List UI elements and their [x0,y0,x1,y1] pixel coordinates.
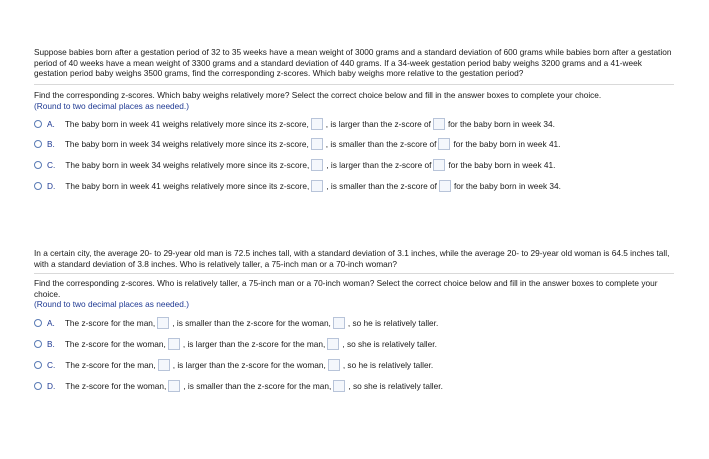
q2-option-a-radio[interactable] [34,319,42,327]
q2-option-b[interactable] [34,337,437,351]
q2-option-b-input-1[interactable] [168,338,180,350]
q2-option-c-input-2[interactable] [328,359,340,371]
q2-option-b-text-3: , so she is relatively taller. [342,339,437,349]
q2-option-b-letter: B. [47,339,55,349]
q2-option-c-radio[interactable] [34,361,42,369]
q1-option-b-text-1: The baby born in week 34 weighs relatively more since its z-score, [64,139,309,149]
q1-option-c[interactable] [34,158,555,172]
q2-option-d-radio[interactable] [34,382,42,390]
q1-option-c-radio[interactable] [34,161,42,169]
q1-option-b[interactable] [34,137,560,151]
q1-option-b-input-2[interactable] [438,138,450,150]
q1-option-c-text-2: , is larger than the z-score of [326,160,432,170]
q2-option-a-text-2: , is smaller than the z-score for the woman, [172,318,331,328]
q1-option-c-letter: C. [47,160,56,170]
q2-option-d[interactable] [34,379,443,393]
q1-option-a-radio[interactable] [34,120,42,128]
q1-round-hint: (Round to two decimal places as needed.) [34,100,189,111]
q2-option-d-text-2: , is smaller than the z-score for the man, [183,381,332,391]
q2-option-b-input-2[interactable] [327,338,339,350]
q1-option-b-letter: B. [47,139,55,149]
q1-option-d-text-2: , is smaller than the z-score of [326,181,437,191]
q2-option-c-input-1[interactable] [158,359,170,371]
q2-option-d-letter: D. [47,381,56,391]
q2-option-a-letter: A. [47,318,55,328]
q2-option-b-radio[interactable] [34,340,42,348]
q2-option-b-text-2: , is larger than the z-score for the man, [182,339,326,349]
q2-option-d-text-3: , so she is relatively taller. [348,381,443,391]
q1-option-b-text-3: for the baby born in week 41. [453,139,561,149]
q1-option-a-text-2: , is larger than the z-score of [325,119,431,129]
q2-instruction: Find the corresponding z-scores. Who is relatively taller, a 75-inch man or a 70-inch woman? Select the correct choice below and fill in the answer boxes to complete your choice. [34,278,658,299]
q2-instruction-block [34,278,674,310]
q1-option-b-text-2: , is smaller than the z-score of [325,139,437,149]
q1-option-c-text-1: The baby born in week 34 weighs relatively more since its z-score, [65,160,310,170]
q1-instruction-block [34,90,674,111]
q2-option-a-input-2[interactable] [333,317,345,329]
q1-option-a-letter: A. [47,119,55,129]
q2-option-a-text-3: , so he is relatively taller. [347,318,439,328]
q1-option-c-text-3: for the baby born in week 41. [448,160,556,170]
q2-divider [34,273,674,274]
q2-option-c-letter: C. [47,360,56,370]
q2-option-a-text-1: The z-score for the man, [64,318,156,328]
q1-option-d-letter: D. [47,181,56,191]
q1-instruction: Find the corresponding z-scores. Which baby weighs relatively more? Select the correct choice below and fill in the answer boxes to complete your choice. [34,90,602,100]
q2-option-c-text-1: The z-score for the man, [65,360,156,370]
q2-option-d-input-2[interactable] [333,380,345,392]
q2-round-hint: (Round to two decimal places as needed.) [34,299,189,309]
q1-problem-text: Suppose babies born after a gestation period of 32 to 35 weeks have a mean weight of 3000 grams and a standard deviation of 600 grams while babies born after a gestation period of 40 weeks have a mean weight of 3300 grams and a standard deviation of 440 grams. If a 34-week gestation period baby weighs 3200 grams and a 41-week gestation period baby weighs 3500 grams, find the corresponding z-scores. Which baby weighs more relative to the gestation period? [34,47,672,78]
q1-option-d-text-3: for the baby born in week 34. [453,181,561,191]
q2-option-a-input-1[interactable] [157,317,169,329]
q1-option-a-text-1: The baby born in week 41 weighs relatively more since its z-score, [64,119,309,129]
q1-option-d-input-1[interactable] [311,180,323,192]
q1-option-b-radio[interactable] [34,140,42,148]
q1-option-a-input-1[interactable] [311,118,323,130]
q1-option-d-input-2[interactable] [439,180,451,192]
q1-option-c-input-1[interactable] [311,159,323,171]
q2-option-c-text-3: , so he is relatively taller. [342,360,434,370]
q1-divider [34,84,674,85]
q1-option-a[interactable] [34,117,555,131]
q1-option-d[interactable] [34,179,561,193]
q2-option-b-text-1: The z-score for the woman, [64,339,166,349]
q2-option-c-text-2: , is larger than the z-score for the woman, [172,360,326,370]
q2-problem-text: In a certain city, the average 20- to 29-year old man is 72.5 inches tall, with a standard deviation of 3.1 inches, while the average 20- to 29-year old woman is 64.5 inches tall, with a standard deviation of 3.8 inches. Who is relatively taller, a 75-inch man or a 70-inch woman? [34,248,670,269]
q2-option-d-input-1[interactable] [168,380,180,392]
q1-option-d-text-1: The baby born in week 41 weighs relatively more since its z-score, [65,181,310,191]
q1-option-a-text-3: for the baby born in week 34. [447,119,555,129]
q1-option-c-input-2[interactable] [433,159,445,171]
q1-option-a-input-2[interactable] [433,118,445,130]
q1-option-d-radio[interactable] [34,182,42,190]
q1-option-b-input-1[interactable] [311,138,323,150]
q2-option-d-text-1: The z-score for the woman, [65,381,167,391]
q2-option-c[interactable] [34,358,433,372]
q2-option-a[interactable] [34,316,438,330]
